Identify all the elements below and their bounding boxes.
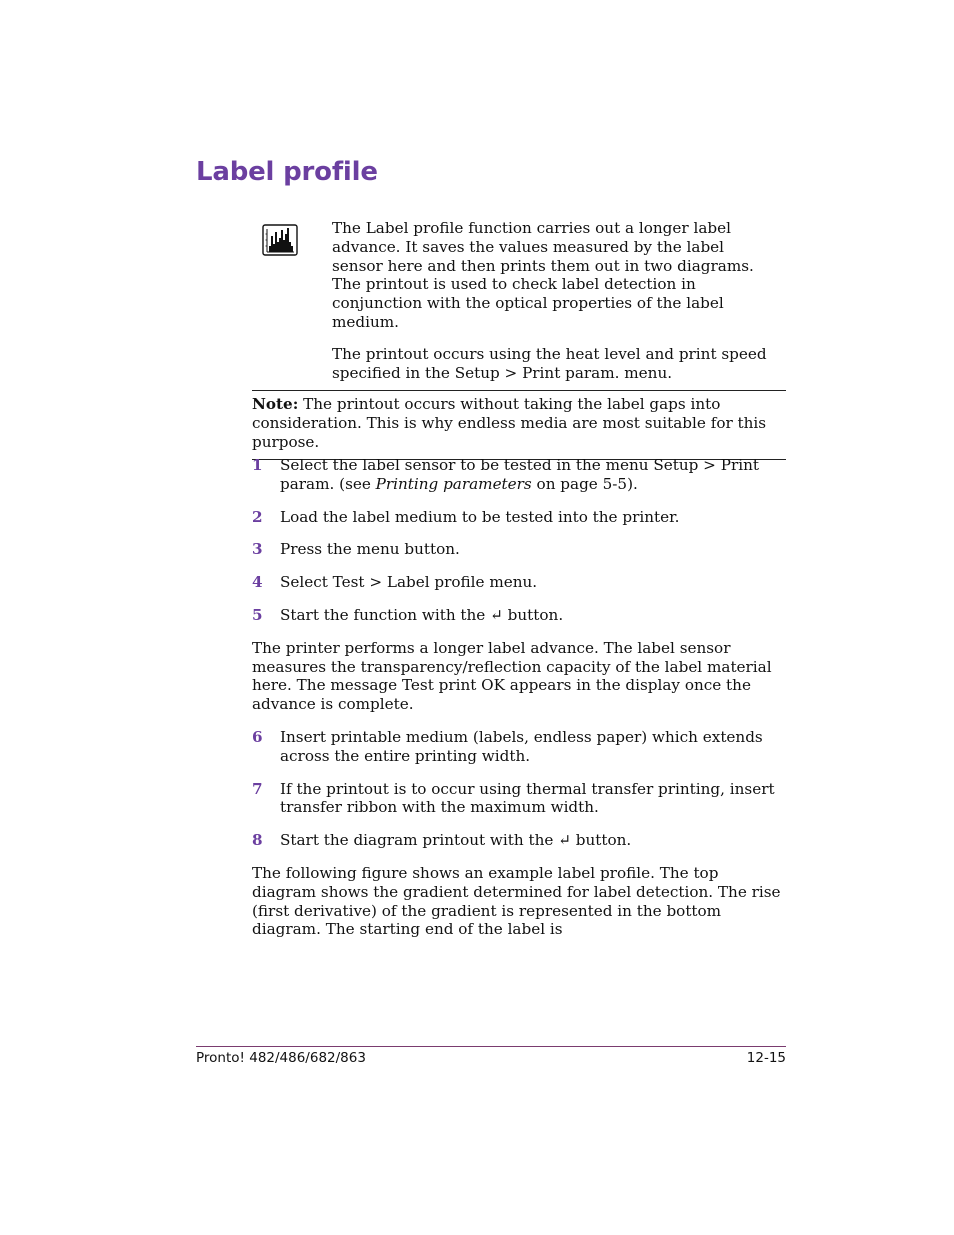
step-number: 3 <box>252 540 263 559</box>
step-item <box>252 606 786 625</box>
step-number: 4 <box>252 573 263 592</box>
step-text: Start the diagram printout with the ↵ button. <box>280 831 632 850</box>
step-item <box>252 508 786 527</box>
note-text: The printout occurs without taking the label gaps into consideration. This is why endless media are most suitable for this purpose. <box>252 395 767 451</box>
step-number: 7 <box>252 779 263 798</box>
step-item <box>252 573 786 592</box>
printing-parameters-link[interactable]: Printing parameters <box>375 474 532 493</box>
figure-intro-paragraph: The following figure shows an example label profile. The top diagram shows the gradient determined for label detection. The rise (first derivative) of the gradient is represented in the bottom diagram. The starting end of the label is <box>252 863 781 939</box>
footer-product-name: Pronto! 482/486/682/863 <box>196 1050 366 1066</box>
step-text <box>280 456 786 494</box>
note-label: Note: <box>252 395 299 413</box>
step-text: Start the function with the ↵ button. <box>280 605 564 624</box>
result-paragraph: The printer performs a longer label advance. The label sensor measures the transparency/reflection capacity of the label material here. The message Test print OK appears in the display once the advance is complete. <box>252 638 772 714</box>
step-item <box>252 540 786 559</box>
footer-divider <box>196 1046 786 1047</box>
label-profile-histogram-icon <box>262 224 298 256</box>
step-text: Press the menu button. <box>280 540 460 559</box>
page-title: Label profile <box>196 157 378 187</box>
intro-paragraph: The Label profile function carries out a longer label advance. It saves the values measured by the label sensor here and then prints them out in two diagrams. The printout is used to check label detection in conjunction with the optical properties of the label medium. <box>332 219 754 331</box>
step-number: 2 <box>252 507 263 526</box>
step-text: Select Test > Label profile menu. <box>280 573 538 592</box>
step-text-part: on page 5-5). <box>531 474 638 493</box>
intro-paragraph: The printout occurs using the heat level and print speed specified in the Setup > Print param. menu. <box>332 344 767 382</box>
step-number: 1 <box>252 456 263 474</box>
step-number: 5 <box>252 605 263 624</box>
step-item <box>252 456 786 494</box>
step-text-part: Select the label sensor to be tested in the menu Setup > Print param. (see <box>280 456 759 493</box>
step-item <box>252 831 786 850</box>
step-text: If the printout is to occur using thermal transfer printing, insert transfer ribbon with the maximum width. <box>280 779 775 817</box>
procedure <box>252 456 786 953</box>
step-number: 8 <box>252 831 263 850</box>
note-box <box>252 390 786 460</box>
intro-text <box>332 219 776 395</box>
step-item <box>252 780 786 818</box>
footer-page-number: 12-15 <box>746 1050 786 1066</box>
step-text: Insert printable medium (labels, endless paper) which extends across the entire printing width. <box>280 727 763 765</box>
step-text: Load the label medium to be tested into the printer. <box>280 507 680 526</box>
step-number: 6 <box>252 727 263 746</box>
step-item <box>252 728 786 766</box>
